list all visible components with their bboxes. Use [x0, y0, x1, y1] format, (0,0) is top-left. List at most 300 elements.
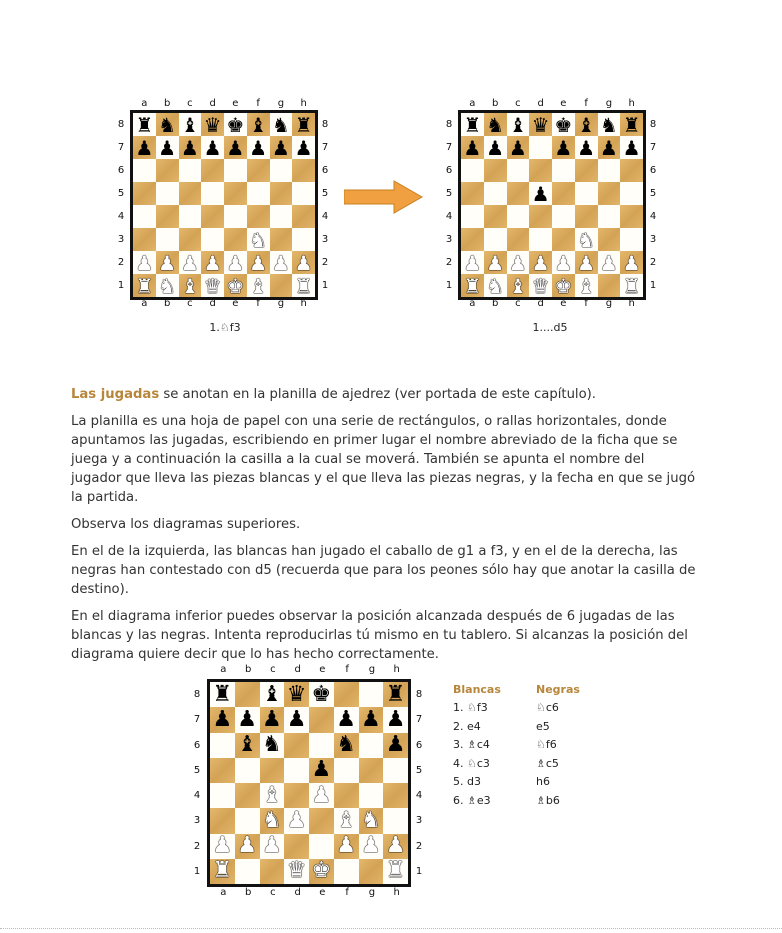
- board-square: [334, 682, 359, 707]
- board-square: [235, 783, 260, 808]
- black-pawn-icon: ♟: [294, 135, 313, 160]
- board-square: [270, 251, 293, 274]
- board-square: [284, 783, 309, 808]
- black-move: ♗c5: [536, 756, 559, 770]
- moves-rows: [453, 699, 580, 810]
- files-top-right: [461, 98, 643, 110]
- file-label: h: [393, 664, 400, 675]
- black-queen-icon: ♛: [203, 112, 222, 137]
- rank-label: 4: [321, 211, 329, 222]
- board-square: [507, 205, 530, 228]
- rank-label: 7: [117, 142, 125, 153]
- white-pawn-icon: ♟: [158, 250, 177, 275]
- white-bishop-icon: ♝: [508, 273, 527, 298]
- board-square: [575, 228, 598, 251]
- file-label: a: [220, 664, 227, 675]
- board-square: [224, 205, 247, 228]
- board-square: [210, 682, 235, 707]
- board-square: [235, 859, 260, 884]
- board-square: [620, 274, 643, 297]
- board-square: [309, 808, 334, 833]
- rank-label: 6: [415, 739, 423, 751]
- board-square: [179, 251, 202, 274]
- board-square: [359, 834, 384, 859]
- black-pawn-icon: ♟: [226, 135, 245, 160]
- black-pawn-icon: ♟: [286, 706, 307, 732]
- board-square: [179, 228, 202, 251]
- board-square: [156, 113, 179, 136]
- board-square: [552, 205, 575, 228]
- rank-label: 2: [445, 257, 453, 268]
- board-square: [334, 733, 359, 758]
- file-label: c: [515, 298, 521, 309]
- board-square: [284, 733, 309, 758]
- black-pawn-icon: ♟: [158, 135, 177, 160]
- board-square: [292, 274, 315, 297]
- rank-label: 8: [415, 689, 423, 701]
- ranks-right-bottom: [412, 682, 426, 884]
- white-pawn-icon: ♟: [262, 833, 282, 859]
- move-row: [453, 736, 580, 755]
- board-square: [507, 136, 530, 159]
- caption-right: 1....d5: [532, 321, 568, 334]
- file-label: c: [515, 98, 521, 109]
- board-square: [270, 205, 293, 228]
- board-square: [270, 136, 293, 159]
- file-label: d: [537, 98, 544, 109]
- black-bishop-icon: ♝: [180, 112, 199, 137]
- board-square: [133, 205, 156, 228]
- board-square: [575, 159, 598, 182]
- board-square: [247, 205, 270, 228]
- white-knight-icon: ♞: [158, 273, 177, 298]
- rank-label: 5: [415, 764, 423, 776]
- rank-label: 5: [649, 188, 657, 199]
- black-queen-icon: ♛: [531, 112, 550, 137]
- board-square: [383, 808, 408, 833]
- rank-label: 3: [415, 815, 423, 827]
- black-knight-icon: ♞: [158, 112, 177, 137]
- paragraph-1: Las jugadas se anotan en la planilla de ajedrez (ver portada de este capítulo).: [71, 387, 597, 402]
- board-square: [201, 274, 224, 297]
- white-queen-icon: ♛: [286, 858, 307, 884]
- rank-label: 8: [445, 119, 453, 130]
- file-label: f: [256, 298, 260, 309]
- black-bishop-icon: ♝: [262, 681, 282, 707]
- file-label: f: [584, 98, 588, 109]
- rank-label: 2: [117, 257, 125, 268]
- board-square: [260, 859, 285, 884]
- white-move: 1. ♘f3: [453, 701, 488, 715]
- file-label: f: [345, 664, 349, 675]
- board-square: [156, 182, 179, 205]
- board-square: [461, 113, 484, 136]
- board-square: [210, 783, 235, 808]
- board-square: [461, 182, 484, 205]
- black-pawn-icon: ♟: [271, 135, 290, 160]
- white-pawn-icon: ♟: [486, 250, 505, 275]
- rank-label: 5: [193, 764, 201, 776]
- file-label: c: [187, 98, 193, 109]
- board-square: [179, 274, 202, 297]
- white-move: 5. d3: [453, 775, 481, 789]
- white-knight-icon: ♞: [577, 227, 596, 252]
- black-pawn-icon: ♟: [262, 706, 282, 732]
- ranks-left-right: [442, 113, 456, 297]
- white-pawn-icon: ♟: [577, 250, 596, 275]
- black-knight-icon: ♞: [336, 732, 356, 758]
- black-rook-icon: ♜: [622, 112, 641, 137]
- file-label: g: [368, 887, 376, 898]
- rank-label: 4: [415, 790, 423, 802]
- rank-label: 4: [649, 211, 657, 222]
- board-square: [334, 834, 359, 859]
- rank-label: 5: [445, 188, 453, 199]
- file-label: d: [209, 98, 216, 109]
- board-square: [334, 783, 359, 808]
- board-square: [247, 113, 270, 136]
- board-square: [529, 182, 552, 205]
- board-square: [552, 182, 575, 205]
- file-label: a: [141, 98, 148, 109]
- black-pawn-icon: ♟: [463, 135, 482, 160]
- black-rook-icon: ♜: [212, 681, 233, 707]
- board-square: [270, 113, 293, 136]
- board-square: [292, 182, 315, 205]
- rank-label: 7: [649, 142, 657, 153]
- ranks-left-bottom: [190, 682, 204, 884]
- rank-label: 2: [649, 257, 657, 268]
- board-square: [292, 136, 315, 159]
- white-pawn-icon: ♟: [135, 250, 154, 275]
- rank-label: 1: [117, 280, 125, 291]
- white-pawn-icon: ♟: [226, 250, 245, 275]
- black-knight-icon: ♞: [262, 732, 282, 758]
- board-square: [484, 113, 507, 136]
- black-pawn-icon: ♟: [180, 135, 199, 160]
- file-label: e: [560, 298, 567, 309]
- black-bishop-icon: ♝: [508, 112, 527, 137]
- file-label: g: [277, 298, 285, 309]
- board-square: [620, 251, 643, 274]
- board-square: [224, 274, 247, 297]
- file-label: h: [628, 98, 635, 109]
- white-bishop-icon: ♝: [336, 807, 356, 833]
- file-label: e: [232, 298, 239, 309]
- black-pawn-icon: ♟: [311, 757, 332, 783]
- board-square: [552, 136, 575, 159]
- white-move: 2. e4: [453, 719, 481, 733]
- board-square: [247, 274, 270, 297]
- rank-label: 3: [117, 234, 125, 245]
- black-queen-icon: ♛: [286, 681, 307, 707]
- board-square: [210, 733, 235, 758]
- file-label: g: [605, 98, 613, 109]
- board-square: [224, 228, 247, 251]
- board-square: [284, 707, 309, 732]
- files-bottom-bottom: [211, 887, 409, 899]
- board-square: [133, 159, 156, 182]
- file-label: b: [244, 664, 252, 675]
- rank-label: 6: [321, 165, 329, 176]
- file-label: c: [270, 887, 276, 898]
- file-label: b: [244, 887, 252, 898]
- board-square: [235, 707, 260, 732]
- board-square: [309, 758, 334, 783]
- board-square: [260, 783, 285, 808]
- board-square: [383, 834, 408, 859]
- board-square: [292, 113, 315, 136]
- black-rook-icon: ♜: [135, 112, 154, 137]
- board-square: [235, 834, 260, 859]
- board-square: [270, 159, 293, 182]
- rank-label: 7: [445, 142, 453, 153]
- board-square: [284, 758, 309, 783]
- board-square: [620, 159, 643, 182]
- board-square: [484, 159, 507, 182]
- rank-label: 2: [193, 840, 201, 852]
- white-rook-icon: ♜: [294, 273, 313, 298]
- white-rook-icon: ♜: [212, 858, 233, 884]
- board-square: [156, 228, 179, 251]
- black-king-icon: ♚: [226, 112, 245, 137]
- black-knight-icon: ♞: [599, 112, 618, 137]
- board-square: [529, 251, 552, 274]
- move-row: [453, 717, 580, 736]
- rank-label: 7: [415, 714, 423, 726]
- file-label: a: [220, 887, 227, 898]
- moves-list: [453, 680, 580, 810]
- white-move: 4. ♘c3: [453, 756, 490, 770]
- rank-label: 7: [321, 142, 329, 153]
- board-square: [359, 859, 384, 884]
- arrow-right-icon: [344, 180, 424, 214]
- white-knight-icon: ♞: [361, 807, 381, 833]
- board-square: [284, 859, 309, 884]
- board-square: [507, 228, 530, 251]
- file-label: d: [537, 298, 544, 309]
- file-label: h: [300, 98, 307, 109]
- board-square: [620, 113, 643, 136]
- rank-label: 1: [649, 280, 657, 291]
- black-knight-icon: ♞: [486, 112, 505, 137]
- board-square: [383, 783, 408, 808]
- chessboard-right: [458, 110, 646, 300]
- white-bishop-icon: ♝: [180, 273, 199, 298]
- move-row: [453, 773, 580, 792]
- board-square: [133, 182, 156, 205]
- board-square: [224, 251, 247, 274]
- body-text: [71, 385, 697, 672]
- board-square: [529, 136, 552, 159]
- board-square: [383, 758, 408, 783]
- board-square: [461, 159, 484, 182]
- white-bishop-icon: ♝: [249, 273, 268, 298]
- board-square: [235, 682, 260, 707]
- white-knight-icon: ♞: [486, 273, 505, 298]
- file-label: e: [319, 664, 326, 675]
- black-rook-icon: ♜: [385, 681, 406, 707]
- board-square: [309, 834, 334, 859]
- board-square: [235, 758, 260, 783]
- white-pawn-icon: ♟: [463, 250, 482, 275]
- board-square: [179, 205, 202, 228]
- files-top-bottom: [211, 664, 409, 676]
- white-pawn-icon: ♟: [271, 250, 290, 275]
- board-square: [133, 251, 156, 274]
- board-square: [359, 707, 384, 732]
- white-queen-icon: ♛: [203, 273, 222, 298]
- paragraph-4: En el de la izquierda, las blancas han jugado el caballo de g1 a f3, y en el de la derecha, las negras han contestado con d5 (recuerda que para los peones sólo hay que anotar la casilla de destino).: [71, 544, 696, 597]
- file-label: h: [300, 298, 307, 309]
- black-move: h6: [536, 775, 550, 789]
- board-square: [179, 113, 202, 136]
- rank-label: 8: [649, 119, 657, 130]
- board-square: [598, 159, 621, 182]
- board-square: [235, 808, 260, 833]
- paragraph-3: Observa los diagramas superiores.: [71, 517, 301, 532]
- white-bishop-icon: ♝: [262, 782, 282, 808]
- white-pawn-icon: ♟: [554, 250, 573, 275]
- file-label: b: [163, 98, 171, 109]
- board-square: [260, 733, 285, 758]
- board-square: [260, 834, 285, 859]
- board-square: [359, 783, 384, 808]
- board-square: [179, 136, 202, 159]
- board-square: [201, 228, 224, 251]
- board-square: [484, 274, 507, 297]
- board-square: [201, 205, 224, 228]
- rank-label: 5: [321, 188, 329, 199]
- black-pawn-icon: ♟: [361, 706, 381, 732]
- white-knight-icon: ♞: [262, 807, 282, 833]
- black-pawn-icon: ♟: [531, 181, 550, 206]
- rank-label: 1: [193, 865, 201, 877]
- file-label: g: [605, 298, 613, 309]
- caption-left: 1.♘f3: [209, 321, 241, 334]
- paragraph-2: La planilla es una hoja de papel con una serie de rectángulos, o rallas horizontales, donde apuntamos las jugadas, escribiendo en primer lugar el nombre abreviado de la ficha que se juega y a continuación la casilla a la cual se moverá. También se apunta el nombre del jugador que lleva las piezas blancas y el que lleva las piezas negras, y la fecha en que se jugó la partida.: [71, 414, 696, 505]
- highlight-las-jugadas: Las jugadas: [71, 387, 160, 402]
- board-square: [383, 859, 408, 884]
- rank-label: 7: [193, 714, 201, 726]
- file-label: f: [345, 887, 349, 898]
- file-label: e: [560, 98, 567, 109]
- white-pawn-icon: ♟: [249, 250, 268, 275]
- board-square: [270, 182, 293, 205]
- board-square: [620, 228, 643, 251]
- rank-label: 3: [445, 234, 453, 245]
- file-label: b: [163, 298, 171, 309]
- file-label: g: [368, 664, 376, 675]
- board-square: [156, 136, 179, 159]
- board-square: [575, 136, 598, 159]
- black-pawn-icon: ♟: [486, 135, 505, 160]
- move-row: [453, 754, 580, 773]
- board-square: [133, 228, 156, 251]
- board-square: [210, 834, 235, 859]
- board-square: [529, 159, 552, 182]
- rank-label: 4: [117, 211, 125, 222]
- rank-label: 6: [193, 739, 201, 751]
- white-pawn-icon: ♟: [286, 807, 307, 833]
- board-square: [598, 136, 621, 159]
- white-pawn-icon: ♟: [180, 250, 199, 275]
- board-square: [334, 808, 359, 833]
- board-square: [201, 251, 224, 274]
- board-square: [552, 228, 575, 251]
- rank-label: 4: [445, 211, 453, 222]
- white-knight-icon: ♞: [249, 227, 268, 252]
- black-pawn-icon: ♟: [508, 135, 527, 160]
- board-square: [552, 274, 575, 297]
- rank-label: 4: [193, 790, 201, 802]
- board-square: [575, 251, 598, 274]
- board-square: [309, 707, 334, 732]
- board-square: [575, 113, 598, 136]
- file-label: f: [256, 98, 260, 109]
- board-square: [529, 205, 552, 228]
- board-square: [598, 274, 621, 297]
- black-header: Negras: [536, 682, 580, 696]
- files-top-left: [133, 98, 315, 110]
- file-label: h: [393, 887, 400, 898]
- white-pawn-icon: ♟: [531, 250, 550, 275]
- board-square: [210, 859, 235, 884]
- white-header: Blancas: [453, 682, 501, 696]
- white-bishop-icon: ♝: [577, 273, 596, 298]
- board-square: [260, 808, 285, 833]
- board-square: [620, 182, 643, 205]
- board-square: [247, 182, 270, 205]
- ranks-left-left: [114, 113, 128, 297]
- board-square: [598, 251, 621, 274]
- board-square: [201, 113, 224, 136]
- white-pawn-icon: ♟: [599, 250, 618, 275]
- board-square: [507, 159, 530, 182]
- board-square: [461, 136, 484, 159]
- board-square: [334, 707, 359, 732]
- rank-label: 1: [321, 280, 329, 291]
- chessboard-bottom: [207, 679, 411, 887]
- black-pawn-icon: ♟: [336, 706, 356, 732]
- board-square: [575, 182, 598, 205]
- board-square: [133, 274, 156, 297]
- board-square: [461, 251, 484, 274]
- board-square: [529, 228, 552, 251]
- board-square: [598, 228, 621, 251]
- board-square: [359, 758, 384, 783]
- board-square: [247, 251, 270, 274]
- board-square: [359, 733, 384, 758]
- board-square: [383, 682, 408, 707]
- rank-label: 3: [321, 234, 329, 245]
- file-label: h: [628, 298, 635, 309]
- ranks-right-left: [318, 113, 332, 297]
- black-bishop-icon: ♝: [237, 732, 257, 758]
- white-pawn-icon: ♟: [508, 250, 527, 275]
- board-square: [292, 228, 315, 251]
- board-square: [247, 228, 270, 251]
- board-square: [156, 274, 179, 297]
- black-pawn-icon: ♟: [385, 732, 406, 758]
- file-label: d: [209, 298, 216, 309]
- file-label: g: [277, 98, 285, 109]
- board-square: [210, 808, 235, 833]
- black-pawn-icon: ♟: [554, 135, 573, 160]
- board-square: [133, 113, 156, 136]
- board-square: [179, 182, 202, 205]
- board-square: [529, 113, 552, 136]
